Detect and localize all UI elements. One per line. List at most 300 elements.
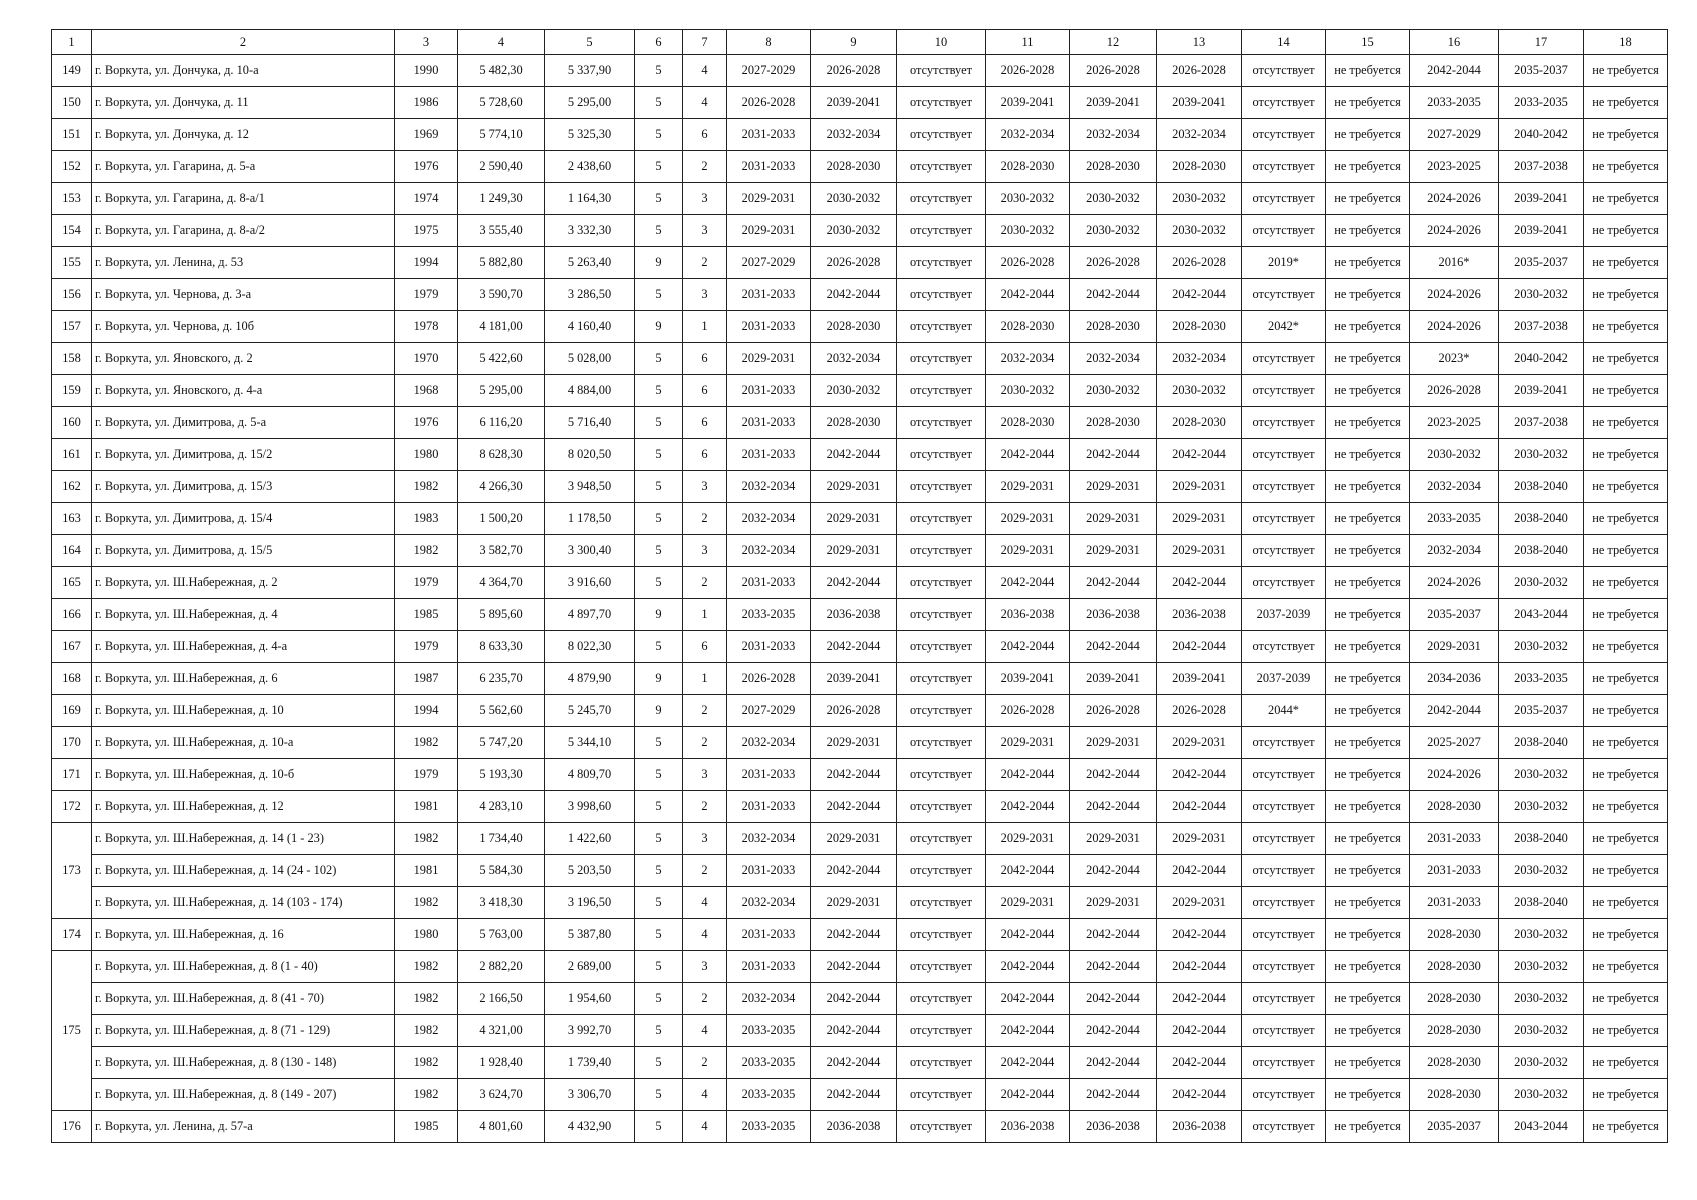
table-cell: 2042-2044 — [1157, 951, 1242, 983]
table-cell: 5 337,90 — [545, 55, 635, 87]
table-cell: 3 590,70 — [458, 279, 545, 311]
table-cell: отсутствует — [1242, 567, 1326, 599]
address-cell: г. Воркута, ул. Ш.Набережная, д. 4-а — [92, 631, 395, 663]
table-row — [52, 1015, 1668, 1047]
table-cell: 2031-2033 — [727, 311, 811, 343]
table-cell: отсутствует — [897, 1079, 986, 1111]
table-cell: 5 — [635, 55, 683, 87]
table-cell: 5 716,40 — [545, 407, 635, 439]
table-cell: отсутствует — [897, 919, 986, 951]
table-cell: 2032-2034 — [1157, 119, 1242, 151]
address-cell: г. Воркута, ул. Яновского, д. 4-а — [92, 375, 395, 407]
table-row — [52, 247, 1668, 279]
table-cell: не требуется — [1326, 55, 1410, 87]
row-number: 160 — [52, 407, 92, 439]
table-cell: 5 — [635, 1111, 683, 1143]
table-cell: 1 954,60 — [545, 983, 635, 1015]
table-cell: 2042-2044 — [1070, 951, 1157, 983]
table-cell: отсутствует — [897, 791, 986, 823]
table-cell: 9 — [635, 311, 683, 343]
table-cell: 2030-2032 — [1070, 215, 1157, 247]
table-cell: 1981 — [395, 791, 458, 823]
table-cell: 1982 — [395, 983, 458, 1015]
table-cell: отсутствует — [1242, 1079, 1326, 1111]
table-cell: отсутствует — [897, 1111, 986, 1143]
table-cell: 2037-2038 — [1499, 151, 1584, 183]
table-row — [52, 407, 1668, 439]
table-cell: отсутствует — [1242, 951, 1326, 983]
table-cell: 3 998,60 — [545, 791, 635, 823]
table-row — [52, 1047, 1668, 1079]
table-cell: 2028-2030 — [811, 407, 897, 439]
column-header: 16 — [1410, 30, 1499, 55]
table-row — [52, 791, 1668, 823]
column-header: 6 — [635, 30, 683, 55]
table-cell: 2031-2033 — [727, 791, 811, 823]
table-cell: 2031-2033 — [1410, 855, 1499, 887]
table-cell: 2029-2031 — [1410, 631, 1499, 663]
table-cell: 2042-2044 — [1070, 791, 1157, 823]
table-cell: 2030-2032 — [1499, 759, 1584, 791]
row-number: 154 — [52, 215, 92, 247]
table-cell: 2026-2028 — [986, 695, 1070, 727]
table-cell: 2034-2036 — [1410, 663, 1499, 695]
table-cell: 2043-2044 — [1499, 599, 1584, 631]
address-cell: г. Воркута, ул. Гагарина, д. 8-а/1 — [92, 183, 395, 215]
table-cell: 2043-2044 — [1499, 1111, 1584, 1143]
table-cell: 1982 — [395, 471, 458, 503]
row-number: 168 — [52, 663, 92, 695]
row-number: 151 — [52, 119, 92, 151]
table-cell: не требуется — [1326, 215, 1410, 247]
table-cell: 2042-2044 — [811, 951, 897, 983]
table-cell: отсутствует — [897, 855, 986, 887]
table-cell: 2028-2030 — [1070, 407, 1157, 439]
table-cell: 5 263,40 — [545, 247, 635, 279]
table-cell: не требуется — [1326, 151, 1410, 183]
table-cell: 2042-2044 — [986, 439, 1070, 471]
table-cell: 5 325,30 — [545, 119, 635, 151]
table-cell: 5 774,10 — [458, 119, 545, 151]
table-cell: не требуется — [1326, 343, 1410, 375]
table-cell: 3 196,50 — [545, 887, 635, 919]
table-cell: 2029-2031 — [986, 471, 1070, 503]
table-cell: не требуется — [1584, 343, 1668, 375]
table-cell: 2032-2034 — [727, 471, 811, 503]
table-cell: 2030-2032 — [1499, 631, 1584, 663]
table-cell: не требуется — [1584, 983, 1668, 1015]
table-cell: 2019* — [1242, 247, 1326, 279]
table-cell: 1 500,20 — [458, 503, 545, 535]
table-cell: 3 — [683, 183, 727, 215]
table-cell: 2030-2032 — [1410, 439, 1499, 471]
table-cell: не требуется — [1326, 631, 1410, 663]
table-cell: 1975 — [395, 215, 458, 247]
address-cell: г. Воркута, ул. Димитрова, д. 15/5 — [92, 535, 395, 567]
table-cell: 2035-2037 — [1410, 1111, 1499, 1143]
table-cell: 2036-2038 — [1070, 1111, 1157, 1143]
table-cell: не требуется — [1326, 599, 1410, 631]
table-cell: 2030-2032 — [811, 375, 897, 407]
table-cell: 2042-2044 — [811, 1047, 897, 1079]
table-cell: 4 — [683, 1079, 727, 1111]
table-cell: 4 879,90 — [545, 663, 635, 695]
row-number: 167 — [52, 631, 92, 663]
table-cell: 1970 — [395, 343, 458, 375]
row-number: 150 — [52, 87, 92, 119]
table-cell: 2032-2034 — [811, 343, 897, 375]
table-cell: 2036-2038 — [986, 599, 1070, 631]
table-cell: отсутствует — [1242, 983, 1326, 1015]
table-cell: 3 992,70 — [545, 1015, 635, 1047]
table-cell: 2033-2035 — [727, 1047, 811, 1079]
table-cell: отсутствует — [1242, 119, 1326, 151]
table-cell: отсутствует — [897, 951, 986, 983]
address-cell: г. Воркута, ул. Ш.Набережная, д. 10 — [92, 695, 395, 727]
table-row — [52, 119, 1668, 151]
address-cell: г. Воркута, ул. Ш.Набережная, д. 6 — [92, 663, 395, 695]
table-cell: 5 — [635, 279, 683, 311]
table-cell: 2024-2026 — [1410, 311, 1499, 343]
table-cell: 2031-2033 — [727, 151, 811, 183]
table-cell: 1 734,40 — [458, 823, 545, 855]
table-cell: 2042-2044 — [1070, 1047, 1157, 1079]
table-cell: 2030-2032 — [1070, 183, 1157, 215]
table-cell: 3 418,30 — [458, 887, 545, 919]
table-cell: 1979 — [395, 759, 458, 791]
table-cell: 2030-2032 — [1499, 279, 1584, 311]
table-cell: 5 — [635, 119, 683, 151]
table-cell: 5 — [635, 439, 683, 471]
table-cell: 4 — [683, 1015, 727, 1047]
table-cell: 2029-2031 — [1157, 471, 1242, 503]
table-cell: 2042-2044 — [1410, 55, 1499, 87]
table-cell: 2030-2032 — [1499, 1079, 1584, 1111]
table-cell: не требуется — [1584, 407, 1668, 439]
table-cell: 2016* — [1410, 247, 1499, 279]
table-cell: 2042-2044 — [1070, 855, 1157, 887]
table-cell: отсутствует — [1242, 503, 1326, 535]
table-cell: 2030-2032 — [1070, 375, 1157, 407]
table-cell: отсутствует — [897, 119, 986, 151]
table-cell: 2042-2044 — [1157, 1047, 1242, 1079]
table-cell: 2026-2028 — [727, 663, 811, 695]
table-cell: 5 — [635, 631, 683, 663]
table-cell: 2039-2041 — [1499, 183, 1584, 215]
document-table-wrapper — [51, 29, 1668, 1143]
table-cell: 2031-2033 — [1410, 823, 1499, 855]
table-cell: не требуется — [1326, 887, 1410, 919]
table-cell: 2042-2044 — [986, 951, 1070, 983]
table-cell: 2042-2044 — [811, 567, 897, 599]
table-cell: 2030-2032 — [986, 375, 1070, 407]
table-cell: 2 — [683, 151, 727, 183]
table-row — [52, 375, 1668, 407]
table-cell: 2032-2034 — [1410, 535, 1499, 567]
address-cell: г. Воркута, ул. Дончука, д. 12 — [92, 119, 395, 151]
table-cell: 5 — [635, 471, 683, 503]
table-cell: 1981 — [395, 855, 458, 887]
table-cell: 2042-2044 — [1070, 983, 1157, 1015]
table-cell: 2042-2044 — [811, 919, 897, 951]
table-cell: 4 283,10 — [458, 791, 545, 823]
table-cell: 2030-2032 — [986, 183, 1070, 215]
table-cell: 9 — [635, 599, 683, 631]
table-cell: 5 — [635, 215, 683, 247]
row-number: 149 — [52, 55, 92, 87]
table-cell: не требуется — [1326, 503, 1410, 535]
table-cell: 2032-2034 — [811, 119, 897, 151]
table-cell: 2030-2032 — [1499, 855, 1584, 887]
table-cell: 2042-2044 — [811, 759, 897, 791]
table-cell: 1983 — [395, 503, 458, 535]
table-cell: 3 948,50 — [545, 471, 635, 503]
table-cell: 5 482,30 — [458, 55, 545, 87]
table-cell: отсутствует — [1242, 1015, 1326, 1047]
table-cell: отсутствует — [897, 599, 986, 631]
address-cell: г. Воркута, ул. Чернова, д. 3-а — [92, 279, 395, 311]
header-row — [52, 30, 1668, 55]
table-cell: 2035-2037 — [1499, 695, 1584, 727]
table-cell: 2030-2032 — [1499, 919, 1584, 951]
table-cell: 2029-2031 — [727, 215, 811, 247]
table-cell: 5 — [635, 727, 683, 759]
table-cell: 5 — [635, 1015, 683, 1047]
table-cell: 2029-2031 — [986, 535, 1070, 567]
table-cell: отсутствует — [1242, 1111, 1326, 1143]
table-cell: 2033-2035 — [727, 599, 811, 631]
table-cell: 2042-2044 — [1157, 567, 1242, 599]
table-cell: 2032-2034 — [727, 535, 811, 567]
table-cell: 2029-2031 — [1157, 887, 1242, 919]
table-cell: 2027-2029 — [727, 55, 811, 87]
table-cell: 2029-2031 — [986, 887, 1070, 919]
table-cell: не требуется — [1584, 1111, 1668, 1143]
table-cell: 2030-2032 — [1499, 567, 1584, 599]
table-cell: 2032-2034 — [986, 343, 1070, 375]
table-cell: 2029-2031 — [811, 535, 897, 567]
table-cell: 5 — [635, 855, 683, 887]
table-cell: 2024-2026 — [1410, 567, 1499, 599]
table-cell: 5 — [635, 375, 683, 407]
table-row — [52, 215, 1668, 247]
table-cell: 3 — [683, 215, 727, 247]
table-cell: не требуется — [1326, 695, 1410, 727]
table-cell: 2044* — [1242, 695, 1326, 727]
column-header: 11 — [986, 30, 1070, 55]
table-cell: отсутствует — [897, 87, 986, 119]
row-number: 169 — [52, 695, 92, 727]
table-cell: 2032-2034 — [727, 983, 811, 1015]
table-cell: 2042-2044 — [811, 1079, 897, 1111]
table-row — [52, 535, 1668, 567]
table-cell: 2042-2044 — [986, 567, 1070, 599]
table-row — [52, 983, 1668, 1015]
table-cell: 2036-2038 — [1157, 1111, 1242, 1143]
table-cell: 4 — [683, 55, 727, 87]
table-cell: 2032-2034 — [727, 823, 811, 855]
table-cell: 2024-2026 — [1410, 183, 1499, 215]
table-cell: 2042-2044 — [1157, 631, 1242, 663]
table-cell: отсутствует — [1242, 151, 1326, 183]
table-cell: 2037-2038 — [1499, 311, 1584, 343]
table-cell: 6 — [683, 631, 727, 663]
table-cell: 3 — [683, 471, 727, 503]
table-row — [52, 279, 1668, 311]
table-cell: 5 203,50 — [545, 855, 635, 887]
table-cell: 2 — [683, 983, 727, 1015]
table-cell: 2028-2030 — [986, 311, 1070, 343]
table-cell: 4 364,70 — [458, 567, 545, 599]
table-cell: отсутствует — [897, 55, 986, 87]
address-cell: г. Воркута, ул. Ленина, д. 57-а — [92, 1111, 395, 1143]
table-cell: отсутствует — [897, 311, 986, 343]
table-cell: 1986 — [395, 87, 458, 119]
table-cell: отсутствует — [897, 983, 986, 1015]
table-cell: 5 422,60 — [458, 343, 545, 375]
table-cell: 1980 — [395, 919, 458, 951]
table-cell: 2026-2028 — [1070, 55, 1157, 87]
table-cell: 3 624,70 — [458, 1079, 545, 1111]
table-cell: не требуется — [1584, 567, 1668, 599]
table-cell: 1980 — [395, 439, 458, 471]
table-cell: 2031-2033 — [727, 759, 811, 791]
table-cell: 2042-2044 — [1157, 855, 1242, 887]
table-cell: 2033-2035 — [727, 1015, 811, 1047]
address-cell: г. Воркута, ул. Ш.Набережная, д. 8 (130 - 148) — [92, 1047, 395, 1079]
table-row — [52, 855, 1668, 887]
table-cell: отсутствует — [897, 375, 986, 407]
table-cell: 2039-2041 — [811, 663, 897, 695]
table-cell: 2029-2031 — [1070, 471, 1157, 503]
table-row — [52, 471, 1668, 503]
table-cell: не требуется — [1326, 919, 1410, 951]
table-row — [52, 631, 1668, 663]
table-cell: не требуется — [1584, 919, 1668, 951]
table-cell: 1987 — [395, 663, 458, 695]
table-cell: 4 266,30 — [458, 471, 545, 503]
table-cell: 1994 — [395, 247, 458, 279]
table-cell: не требуется — [1584, 791, 1668, 823]
table-cell: 6 — [683, 119, 727, 151]
table-cell: 2029-2031 — [1070, 727, 1157, 759]
table-cell: 2028-2030 — [1410, 1079, 1499, 1111]
table-cell: 2038-2040 — [1499, 471, 1584, 503]
table-cell: отсутствует — [897, 183, 986, 215]
column-header: 18 — [1584, 30, 1668, 55]
table-cell: 2042-2044 — [1157, 1079, 1242, 1111]
table-cell: не требуется — [1584, 439, 1668, 471]
table-cell: 2 — [683, 695, 727, 727]
table-cell: 5 — [635, 823, 683, 855]
table-cell: 2039-2041 — [1499, 215, 1584, 247]
table-cell: не требуется — [1584, 119, 1668, 151]
table-cell: 2028-2030 — [811, 151, 897, 183]
table-cell: 2038-2040 — [1499, 503, 1584, 535]
table-cell: 5 — [635, 343, 683, 375]
table-cell: не требуется — [1326, 247, 1410, 279]
address-cell: г. Воркута, ул. Димитрова, д. 15/3 — [92, 471, 395, 503]
table-cell: 3 306,70 — [545, 1079, 635, 1111]
table-cell: 1985 — [395, 599, 458, 631]
table-cell: отсутствует — [897, 567, 986, 599]
table-cell: 2038-2040 — [1499, 535, 1584, 567]
table-row — [52, 727, 1668, 759]
address-cell: г. Воркута, ул. Ш.Набережная, д. 4 — [92, 599, 395, 631]
row-number: 162 — [52, 471, 92, 503]
table-cell: 5 — [635, 407, 683, 439]
table-cell: 2027-2029 — [1410, 119, 1499, 151]
table-cell: 5 — [635, 1047, 683, 1079]
row-number: 157 — [52, 311, 92, 343]
table-cell: отсутствует — [1242, 759, 1326, 791]
table-cell: 2 882,20 — [458, 951, 545, 983]
table-cell: 4 884,00 — [545, 375, 635, 407]
table-cell: 2038-2040 — [1499, 823, 1584, 855]
table-cell: 2032-2034 — [727, 887, 811, 919]
table-cell: 2039-2041 — [1157, 87, 1242, 119]
table-cell: не требуется — [1326, 279, 1410, 311]
table-cell: 2025-2027 — [1410, 727, 1499, 759]
table-cell: отсутствует — [897, 727, 986, 759]
table-cell: 5 — [635, 951, 683, 983]
table-cell: не требуется — [1326, 1047, 1410, 1079]
table-row — [52, 183, 1668, 215]
column-header: 1 — [52, 30, 92, 55]
table-cell: 2030-2032 — [1157, 215, 1242, 247]
table-cell: 2036-2038 — [811, 599, 897, 631]
table-cell: не требуется — [1584, 535, 1668, 567]
table-cell: отсутствует — [1242, 1047, 1326, 1079]
table-cell: 5 — [635, 791, 683, 823]
table-cell: 2023* — [1410, 343, 1499, 375]
table-cell: 2033-2035 — [1410, 503, 1499, 535]
table-cell: 4 — [683, 1111, 727, 1143]
table-cell: отсутствует — [897, 759, 986, 791]
table-cell: отсутствует — [897, 279, 986, 311]
table-cell: 2042-2044 — [1157, 759, 1242, 791]
table-cell: 4 — [683, 87, 727, 119]
table-cell: отсутствует — [1242, 55, 1326, 87]
table-cell: 3 286,50 — [545, 279, 635, 311]
table-cell: 2042-2044 — [1070, 567, 1157, 599]
table-cell: 2028-2030 — [986, 407, 1070, 439]
table-cell: 1982 — [395, 535, 458, 567]
table-cell: не требуется — [1326, 471, 1410, 503]
table-cell: 2042-2044 — [1410, 695, 1499, 727]
table-cell: не требуется — [1326, 951, 1410, 983]
table-cell: не требуется — [1326, 375, 1410, 407]
table-cell: 2030-2032 — [1157, 183, 1242, 215]
table-cell: 3 — [683, 279, 727, 311]
table-cell: 5 763,00 — [458, 919, 545, 951]
table-cell: 2030-2032 — [1499, 951, 1584, 983]
row-number: 176 — [52, 1111, 92, 1143]
table-cell: 2029-2031 — [986, 727, 1070, 759]
column-header: 10 — [897, 30, 986, 55]
table-cell: 5 245,70 — [545, 695, 635, 727]
address-cell: г. Воркута, ул. Ш.Набережная, д. 10-а — [92, 727, 395, 759]
table-cell: 4 — [683, 887, 727, 919]
table-cell: 2032-2034 — [1157, 343, 1242, 375]
table-cell: 2 — [683, 727, 727, 759]
address-cell: г. Воркута, ул. Ш.Набережная, д. 16 — [92, 919, 395, 951]
table-cell: отсутствует — [897, 535, 986, 567]
table-cell: 5 — [635, 887, 683, 919]
table-cell: 3 — [683, 535, 727, 567]
row-number: 161 — [52, 439, 92, 471]
table-cell: 2 438,60 — [545, 151, 635, 183]
